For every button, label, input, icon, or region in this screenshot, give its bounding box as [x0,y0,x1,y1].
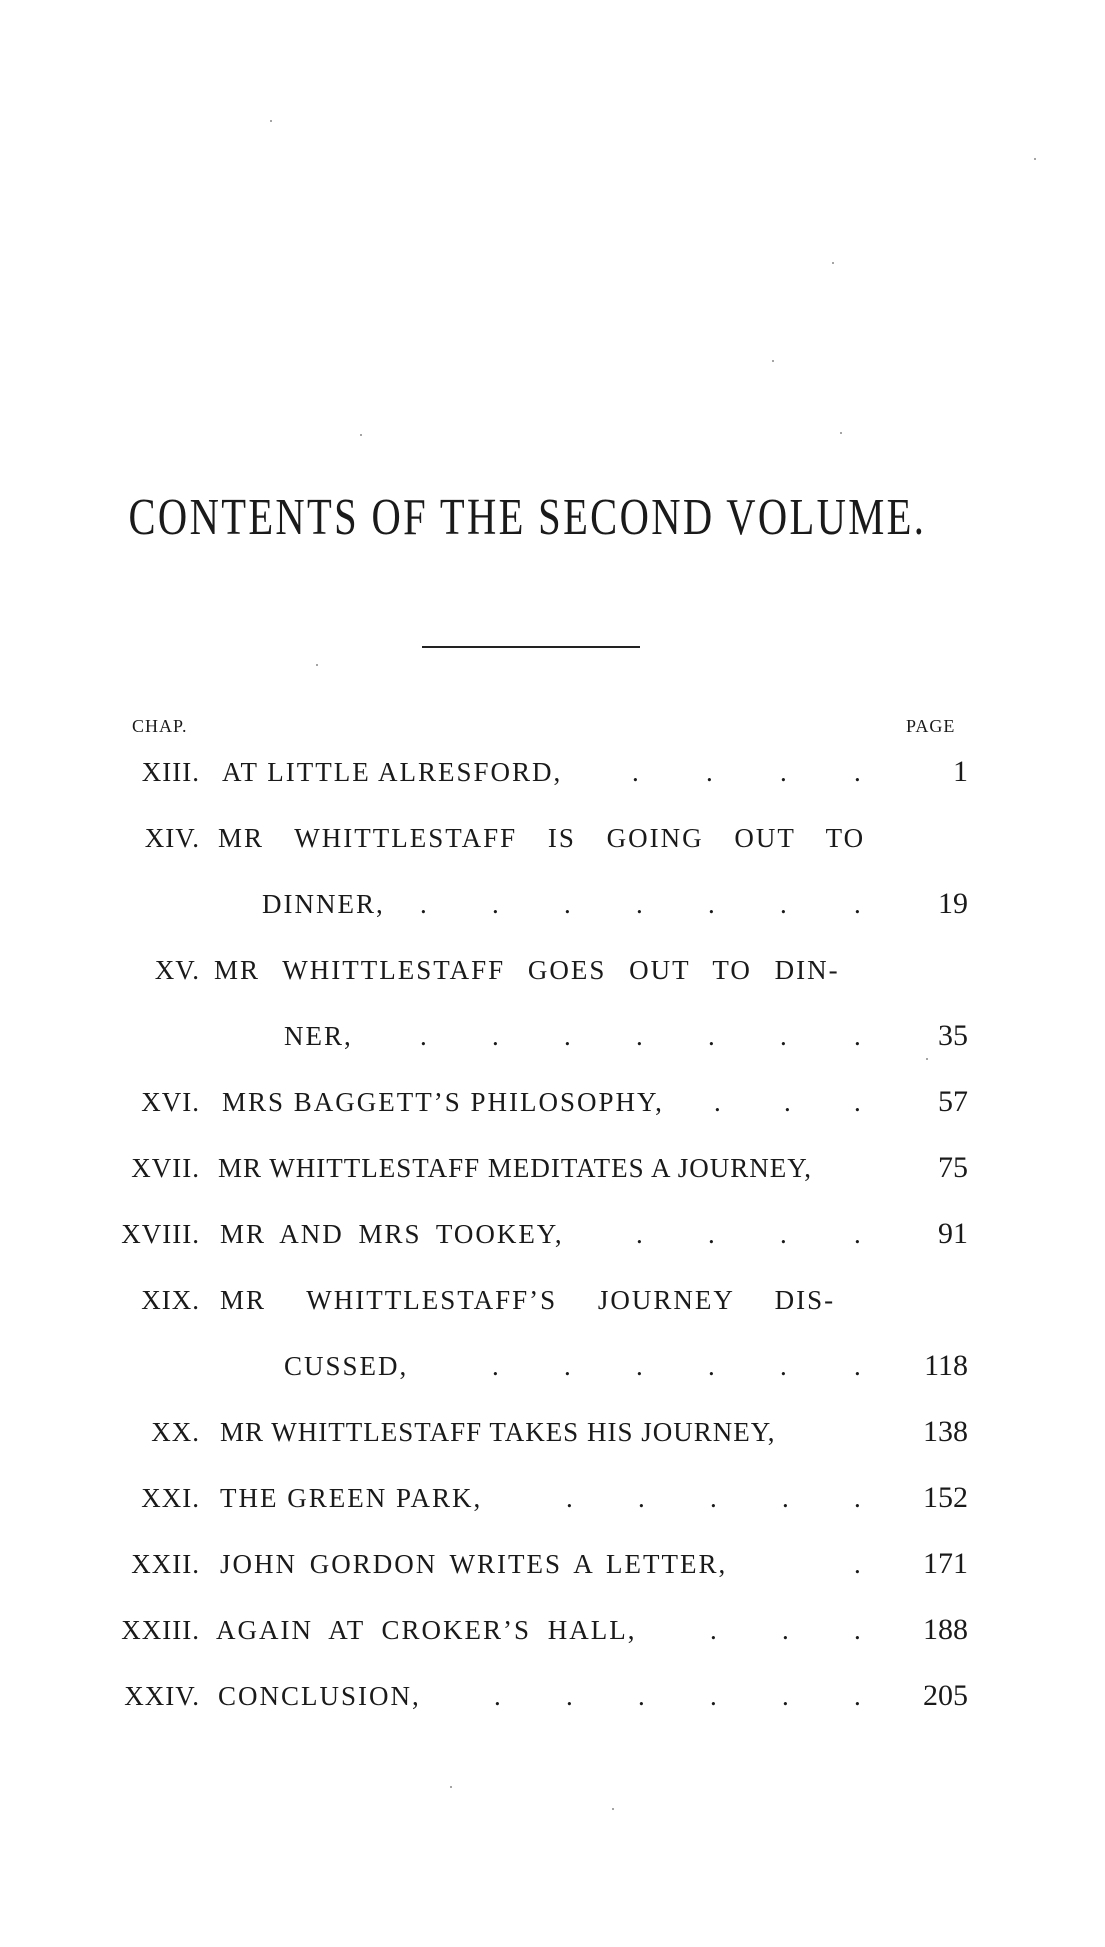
chap-column-header: CHAP. [132,716,188,736]
page-column-header: PAGE [906,716,956,736]
leader-dot: . [636,1219,643,1249]
leader-dot: . [638,1681,645,1711]
chapter-title-continuation: CUSSED, [284,1351,409,1381]
leader-dot: . [636,889,643,919]
leader-dot: . [782,1615,789,1645]
leader-dot: . [780,1219,787,1249]
page-title: CONTENTS OF THE SECOND VOLUME. [128,489,927,546]
leader-dot: . [784,1087,791,1117]
leader-dot: . [632,757,639,787]
page-number: 152 [923,1481,968,1514]
page-number: 91 [938,1217,968,1250]
leader-dot: . [492,889,499,919]
toc-entry [0,1412,1105,1452]
paper-speck [612,1808,614,1810]
toc-entry-continuation [0,1346,1105,1386]
leader-dot: . [636,1351,643,1381]
chapter-title: CONCLUSION, [218,1681,421,1711]
leader-dot: . [564,1021,571,1051]
page-number: 205 [923,1679,968,1712]
chapter-title: MR WHITTLESTAFF TAKES HIS JOURNEY, [220,1417,776,1447]
chapter-title: MR WHITTLESTAFF MEDITATES A JOURNEY, [218,1153,812,1183]
leader-dot: . [854,1021,861,1051]
leader-dot: . [780,1021,787,1051]
chapter-title: AT LITTLE ALRESFORD, [222,757,563,787]
chapter-title: MRS BAGGETT’S PHILOSOPHY, [222,1087,664,1117]
paper-speck [316,664,318,666]
paper-speck [1034,158,1036,160]
toc-entry [0,1478,1105,1518]
leader-dot: . [854,1351,861,1381]
leader-dot: . [710,1681,717,1711]
chapter-number: XXII. [131,1549,200,1579]
leader-dot: . [854,1087,861,1117]
toc-entry [0,950,1105,990]
leader-dot: . [494,1681,501,1711]
leader-dot: . [706,757,713,787]
toc-entry [0,1148,1105,1188]
chapter-number: XVIII. [121,1219,200,1249]
page-number: 138 [923,1415,968,1448]
page-number: 35 [938,1019,968,1052]
leader-dot: . [420,1021,427,1051]
chapter-number: XXIII. [121,1615,200,1645]
paper-speck [832,262,834,264]
leader-dot: . [854,1483,861,1513]
chapter-title: MR WHITTLESTAFF’S JOURNEY DIS- [220,1285,836,1315]
chapter-title: THE GREEN PARK, [220,1483,483,1513]
leader-dot: . [564,889,571,919]
toc-entry [0,1610,1105,1650]
paper-speck [450,1786,452,1788]
toc-entry [0,818,1105,858]
toc-entry [0,1214,1105,1254]
chapter-title: MR WHITTLESTAFF GOES OUT TO DIN- [214,955,840,985]
leader-dot: . [780,1351,787,1381]
paper-speck [360,434,362,436]
chapter-title-continuation: NER, [284,1021,353,1051]
chapter-number: XIII. [141,757,200,787]
paper-speck [270,120,272,122]
leader-dot: . [782,1681,789,1711]
toc-entry [0,1082,1105,1122]
leader-dot: . [492,1351,499,1381]
toc-entry [0,1676,1105,1716]
leader-dot: . [566,1483,573,1513]
page-number: 171 [923,1547,968,1580]
page-number: 188 [923,1613,968,1646]
leader-dot: . [854,757,861,787]
chapter-title: AGAIN AT CROKER’S HALL, [216,1615,637,1645]
leader-dot: . [420,889,427,919]
leader-dot: . [710,1615,717,1645]
title-rule [422,646,640,648]
chapter-number: XXIV. [124,1681,200,1711]
leader-dot: . [710,1483,717,1513]
leader-dot: . [638,1483,645,1513]
leader-dot: . [854,1615,861,1645]
leader-dot: . [636,1021,643,1051]
toc-entry-continuation [0,884,1105,924]
leader-dot: . [854,889,861,919]
leader-dot: . [780,889,787,919]
leader-dot: . [854,1549,861,1579]
chapter-title-continuation: DINNER, [262,889,385,919]
leader-dot: . [854,1681,861,1711]
leader-dot: . [708,1219,715,1249]
leader-dot: . [708,1351,715,1381]
page-number: 19 [938,887,968,920]
toc-entry-continuation [0,1016,1105,1056]
paper-speck [840,432,842,434]
leader-dot: . [708,889,715,919]
toc-entry [0,1544,1105,1584]
page-number: 1 [953,755,968,788]
paper-speck [772,360,774,362]
leader-dot: . [708,1021,715,1051]
leader-dot: . [564,1351,571,1381]
leader-dot: . [780,757,787,787]
chapter-number: XIX. [141,1285,200,1315]
chapter-number: XX. [151,1417,200,1447]
paper-speck [926,1058,928,1060]
chapter-title: MR WHITTLESTAFF IS GOING OUT TO [218,823,866,853]
leader-dot: . [714,1087,721,1117]
toc-entry [0,752,1105,792]
leader-dot: . [782,1483,789,1513]
leader-dot: . [854,1219,861,1249]
toc-entry [0,1280,1105,1320]
chapter-number: XXI. [141,1483,200,1513]
chapter-number: XV. [154,955,200,985]
chapter-number: XIV. [144,823,200,853]
page-number: 118 [924,1349,968,1382]
leader-dot: . [492,1021,499,1051]
chapter-number: XVI. [141,1087,200,1117]
chapter-number: XVII. [131,1153,200,1183]
page-number: 57 [938,1085,968,1118]
chapter-title: JOHN GORDON WRITES A LETTER, [220,1549,728,1579]
page-number: 75 [938,1151,968,1184]
chapter-title: MR AND MRS TOOKEY, [220,1219,564,1249]
leader-dot: . [566,1681,573,1711]
